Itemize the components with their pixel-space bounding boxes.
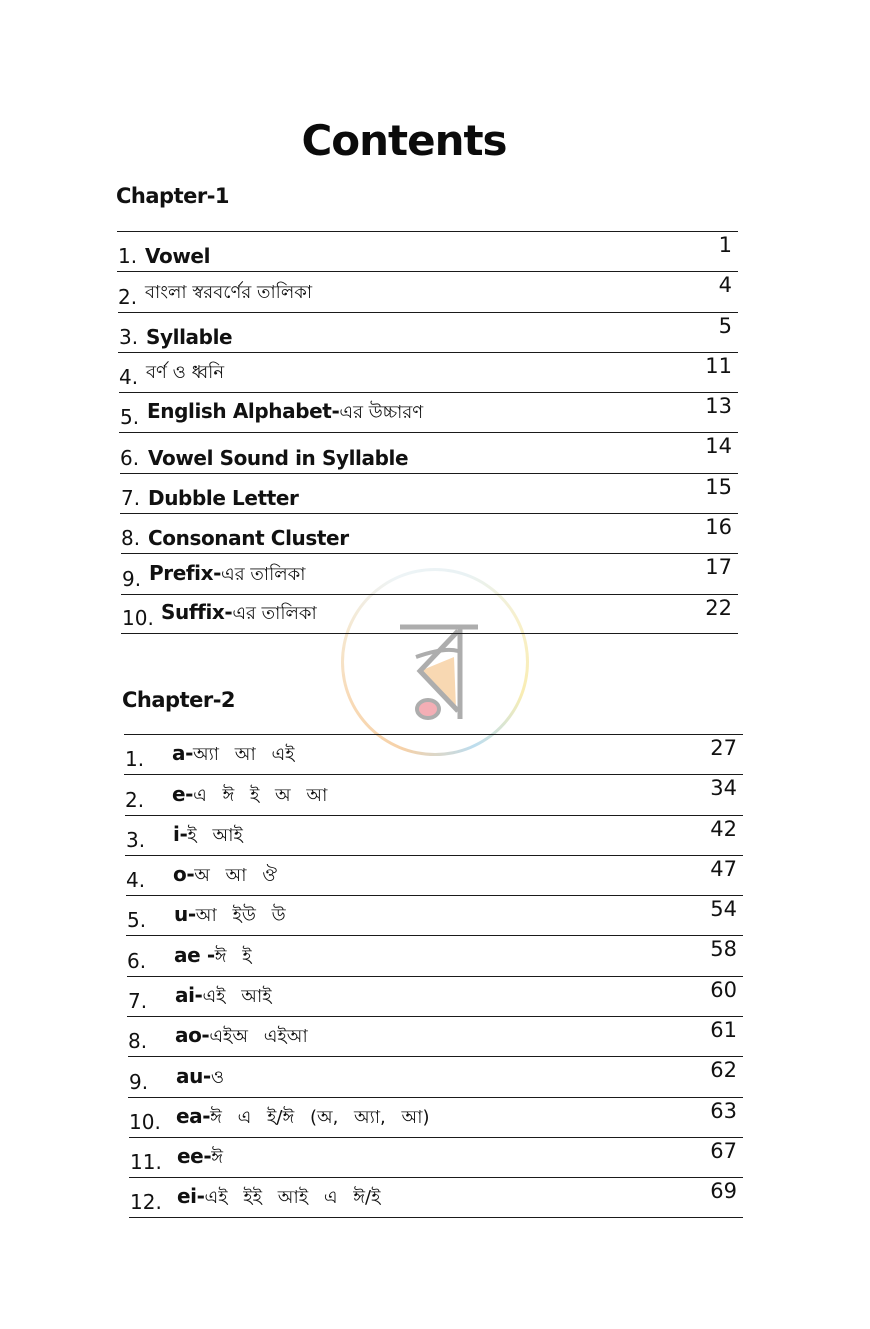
toc-item-title-bn: এর উচ্চারণ <box>339 402 424 424</box>
toc-row[interactable] <box>124 774 743 814</box>
toc-item-title-en: ee- <box>177 1144 212 1169</box>
toc-item-title-bn: ঈ <box>211 1147 223 1169</box>
toc-item-page: 14 <box>705 434 732 459</box>
toc-item-number: 3. <box>119 324 139 349</box>
toc-item-title[interactable] <box>145 278 312 309</box>
toc-item-page: 58 <box>710 937 737 962</box>
toc-item-number: 5. <box>127 908 147 933</box>
toc-item-title-en: ei- <box>177 1183 205 1208</box>
toc-item-title-bn: অ আ ঔ <box>194 865 278 887</box>
toc-item-page: 54 <box>710 897 737 922</box>
chapter-1-toc <box>117 231 738 634</box>
toc-row[interactable] <box>127 976 743 1016</box>
toc-item-title-en: e- <box>172 781 194 806</box>
toc-row[interactable] <box>127 1016 743 1056</box>
toc-row[interactable] <box>118 352 738 392</box>
toc-item-title-bn: এর তালিকা <box>232 602 317 624</box>
toc-item-number: 1. <box>125 747 145 772</box>
toc-item-number: 4. <box>119 365 139 390</box>
toc-item-title-bn: এই আই <box>202 986 272 1008</box>
toc-item-page: 22 <box>705 595 732 620</box>
toc-item-title-en: ea- <box>176 1103 211 1128</box>
toc-row[interactable] <box>117 271 738 311</box>
toc-item-title-en: o- <box>173 862 195 887</box>
toc-item-title[interactable] <box>175 982 272 1013</box>
toc-item-number: 6. <box>127 948 147 973</box>
toc-item-title[interactable] <box>145 244 210 268</box>
toc-item-number: 7. <box>121 486 141 511</box>
toc-item-number: 12. <box>130 1189 162 1214</box>
toc-row[interactable] <box>125 855 743 895</box>
toc-item-title-bn: এই ইই আই এ ঈ/ই <box>204 1186 381 1208</box>
toc-item-title-en: Consonant Cluster <box>148 526 349 551</box>
toc-item-page: 13 <box>705 394 732 419</box>
toc-item-page: 60 <box>710 977 737 1002</box>
toc-item-title-en: Vowel Sound in Syllable <box>148 445 409 470</box>
toc-item-title[interactable] <box>177 1143 223 1174</box>
toc-item-title-en: a- <box>172 741 193 766</box>
toc-item-title-bn: এ ঈ ই অ আ <box>193 784 328 806</box>
toc-row[interactable] <box>128 1056 743 1096</box>
toc-item-title-en: u- <box>174 902 196 927</box>
toc-item-number: 2. <box>118 284 138 309</box>
toc-row[interactable] <box>121 553 738 593</box>
toc-item-title[interactable] <box>148 446 408 470</box>
toc-item-number: 8. <box>121 526 141 551</box>
toc-item-page: 5 <box>718 313 732 338</box>
toc-item-page: 63 <box>710 1098 737 1123</box>
toc-item-title-bn: এইঅ এইআ <box>209 1026 308 1048</box>
toc-item-number: 10. <box>122 605 154 630</box>
toc-item-title-bn: ঈ ই <box>214 945 252 967</box>
toc-item-title[interactable] <box>172 740 295 771</box>
toc-item-page: 15 <box>705 474 732 499</box>
toc-item-title-en: Syllable <box>146 324 233 349</box>
toc-item-title-bn: আ ইউ উ <box>195 905 286 927</box>
toc-item-title-bn: বর্ণ ও ধ্বনি <box>146 362 225 384</box>
toc-row[interactable] <box>129 1137 743 1177</box>
toc-item-title[interactable] <box>176 1063 224 1094</box>
toc-row[interactable] <box>117 231 738 271</box>
toc-item-page: 42 <box>710 816 737 841</box>
toc-item-title-bn: বাংলা স্বরবর্ণের তালিকা <box>145 281 313 303</box>
toc-item-title-bn: ঈ এ ই/ঈ (অ, অ্যা, আ) <box>210 1106 430 1128</box>
toc-item-page: 47 <box>710 856 737 881</box>
toc-item-title-en: ae - <box>174 942 215 967</box>
toc-item-number: 11. <box>130 1150 162 1175</box>
chapter-2-toc <box>124 734 743 1218</box>
toc-item-title[interactable] <box>147 398 423 429</box>
toc-row[interactable] <box>120 513 738 553</box>
toc-item-title-en: au- <box>176 1063 211 1088</box>
toc-row[interactable] <box>129 1177 743 1217</box>
toc-item-page: 16 <box>705 515 732 540</box>
toc-item-title[interactable] <box>148 486 299 510</box>
toc-item-page: 67 <box>710 1138 737 1163</box>
toc-item-title[interactable] <box>172 781 327 812</box>
toc-item-title-bn: এর তালিকা <box>221 563 306 585</box>
toc-item-page: 61 <box>710 1018 737 1043</box>
toc-item-number: 10. <box>129 1109 161 1134</box>
toc-item-page: 1 <box>718 233 732 257</box>
toc-item-number: 5. <box>120 405 140 430</box>
toc-item-title[interactable] <box>146 325 232 349</box>
toc-item-page: 17 <box>705 555 732 580</box>
toc-row[interactable] <box>119 392 738 432</box>
toc-item-number: 9. <box>129 1069 149 1094</box>
page-title: Contents <box>301 116 507 165</box>
toc-item-number: 2. <box>125 787 145 812</box>
toc-row[interactable] <box>124 734 743 774</box>
toc-item-title[interactable] <box>161 599 317 630</box>
toc-item-number: 8. <box>128 1029 148 1054</box>
toc-item-number: 7. <box>128 989 148 1014</box>
toc-item-page: 62 <box>710 1058 737 1083</box>
toc-item-title-en: Prefix- <box>149 560 222 585</box>
toc-item-title[interactable] <box>174 942 252 973</box>
toc-item-number: 1. <box>118 244 138 269</box>
toc-item-page: 4 <box>718 273 732 298</box>
toc-item-title-en: ao- <box>175 1023 210 1048</box>
toc-item-title-bn: অ্যা আ এই <box>193 744 295 766</box>
toc-row[interactable] <box>126 935 743 975</box>
toc-row[interactable] <box>118 312 738 352</box>
toc-row[interactable] <box>128 1097 743 1137</box>
toc-item-title[interactable] <box>146 358 224 389</box>
toc-row[interactable] <box>119 432 738 472</box>
toc-item-title[interactable] <box>149 560 305 591</box>
toc-item-title[interactable] <box>175 1022 308 1053</box>
toc-item-title[interactable] <box>177 1183 380 1214</box>
toc-item-title-en: English Alphabet- <box>147 399 340 424</box>
toc-item-page: 11 <box>705 353 732 378</box>
toc-item-page: 69 <box>710 1179 737 1204</box>
toc-item-page: 34 <box>710 776 737 801</box>
toc-row[interactable] <box>126 895 743 935</box>
toc-item-number: 9. <box>122 566 142 591</box>
toc-item-title-bn: ও <box>210 1066 225 1088</box>
toc-item-title[interactable] <box>174 901 286 932</box>
toc-item-title[interactable] <box>173 861 277 892</box>
toc-item-number: 4. <box>126 868 146 893</box>
toc-row[interactable] <box>125 815 743 855</box>
toc-item-title[interactable] <box>173 821 243 852</box>
chapter-2-heading: Chapter-2 <box>122 688 236 712</box>
toc-item-number: 3. <box>126 827 146 852</box>
toc-item-title-en: i- <box>173 821 188 846</box>
toc-item-title[interactable] <box>148 526 349 550</box>
toc-row[interactable] <box>120 473 738 513</box>
toc-item-title-en: Vowel <box>145 244 211 269</box>
toc-item-title-en: Suffix- <box>161 599 233 624</box>
toc-row[interactable] <box>121 594 738 634</box>
toc-item-title[interactable] <box>176 1103 430 1134</box>
chapter-1-heading: Chapter-1 <box>116 184 230 208</box>
toc-item-page: 27 <box>710 736 737 760</box>
toc-item-number: 6. <box>120 445 140 470</box>
toc-item-title-bn: ই আই <box>187 824 243 846</box>
toc-item-title-en: Dubble Letter <box>148 486 299 511</box>
toc-item-title-en: ai- <box>175 983 203 1008</box>
